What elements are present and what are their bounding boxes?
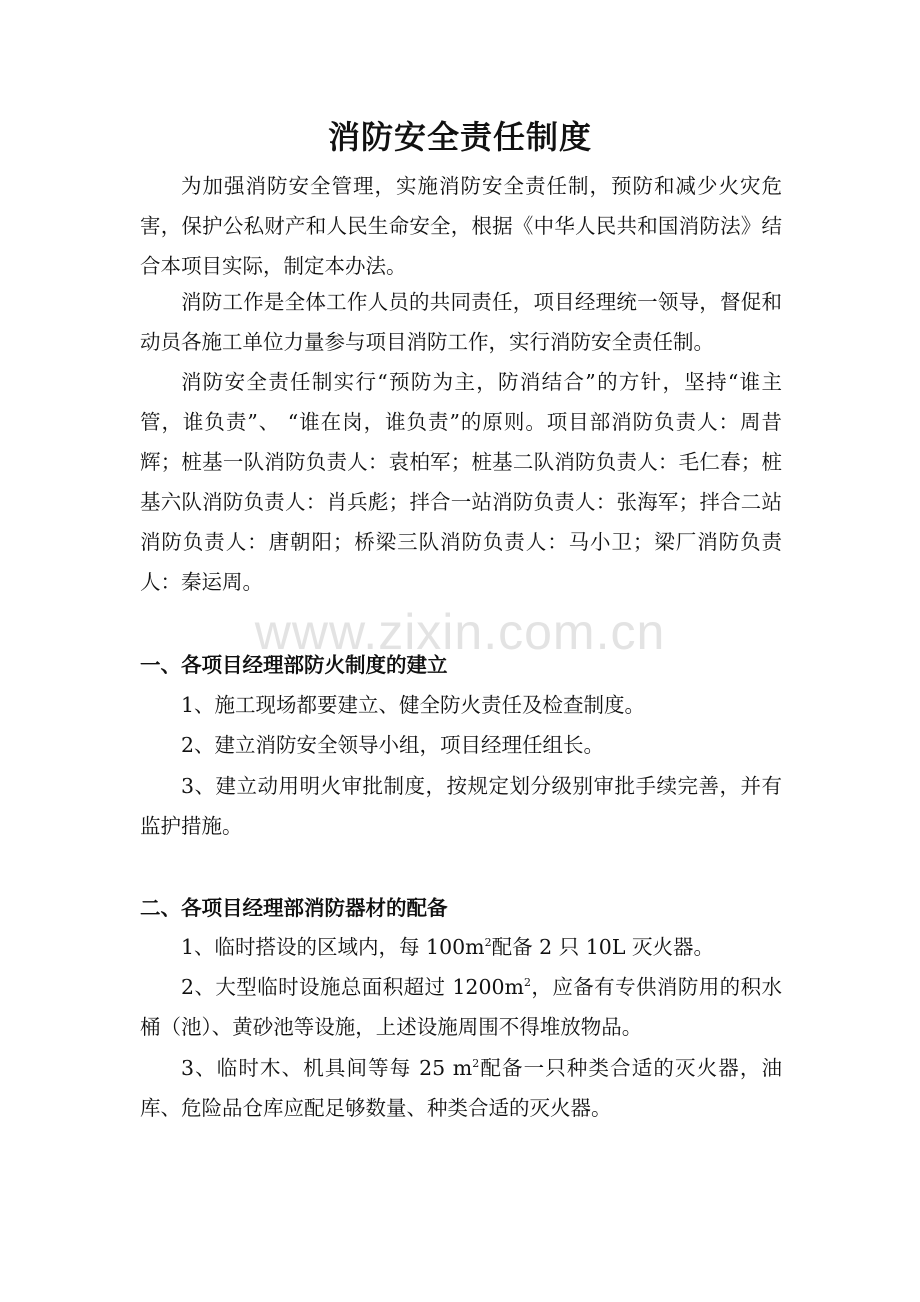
item-1-text: 1、临时搭设的区域内，每 100m (181, 935, 485, 959)
watermark-text: www.zixin.com.cn (254, 604, 666, 660)
section-2-heading: 二、各项目经理部消防器材的配备 (140, 896, 448, 920)
item-1-text-end: 配备 2 只 10L 灭火器。 (491, 935, 714, 959)
intro-paragraph-2: 消防工作是全体工作人员的共同责任，项目经理统一领导，督促和动员各施工单位力量参与项目消防工作，实行消防安全责任制。 (140, 290, 782, 354)
intro-paragraph-1: 为加强消防安全管理，实施消防安全责任制，预防和减少火灾危害，保护公私财产和人民生命安全，根据《中华人民共和国消防法》结合本项目实际，制定本办法。 (140, 174, 782, 278)
item-3-text-end: 配备一只种类合适的灭火器，油库、危险品仓库应配足够数量、种类合适的灭火器。 (140, 1056, 782, 1120)
intro-paragraph-3: 消防安全责任制实行“预防为主，防消结合”的方针，坚持“谁主管，谁负责”、 “谁在岗，谁负责”的原则。项目部消防负责人：周昔辉；桩基一队消防负责人：袁柏军；桩基二队消防负责人：毛仁春；桩基六队消防负责人：肖兵彪；拌合一站消防负责人：张海军；拌合二站消防负责人：唐朝阳；桥梁三队消防负责人：马小卫；梁厂消防负责人：秦运周。 (140, 370, 782, 594)
section-2-item-3 (140, 1048, 782, 1128)
section-2-item-1 (140, 927, 782, 967)
item-3-text: 3、临时木、机具间等每 25 m (181, 1056, 473, 1080)
section-1-item-3: 3、建立动用明火审批制度，按规定划分级别审批手续完善，并有监护措施。 (140, 774, 782, 838)
section-2-item-2 (140, 967, 782, 1047)
superscript-2: 2 (484, 936, 492, 949)
document-title: 消防安全责任制度 (327, 118, 592, 156)
section-1-item-1: 1、施工现场都要建立、健全防火责任及检查制度。 (181, 693, 646, 717)
superscript-2: 2 (472, 1057, 480, 1070)
item-2-text-end: ，应备有专供消防用的积水桶（池）、黄砂池等设施，上述设施周围不得堆放物品。 (140, 975, 782, 1039)
item-2-text: 2、大型临时设施总面积超过 1200m (181, 975, 524, 999)
superscript-2: 2 (524, 976, 531, 989)
section-1-heading: 一、各项目经理部防火制度的建立 (140, 653, 448, 677)
section-1-item-2: 2、建立消防安全领导小组，项目经理任组长。 (181, 733, 605, 757)
